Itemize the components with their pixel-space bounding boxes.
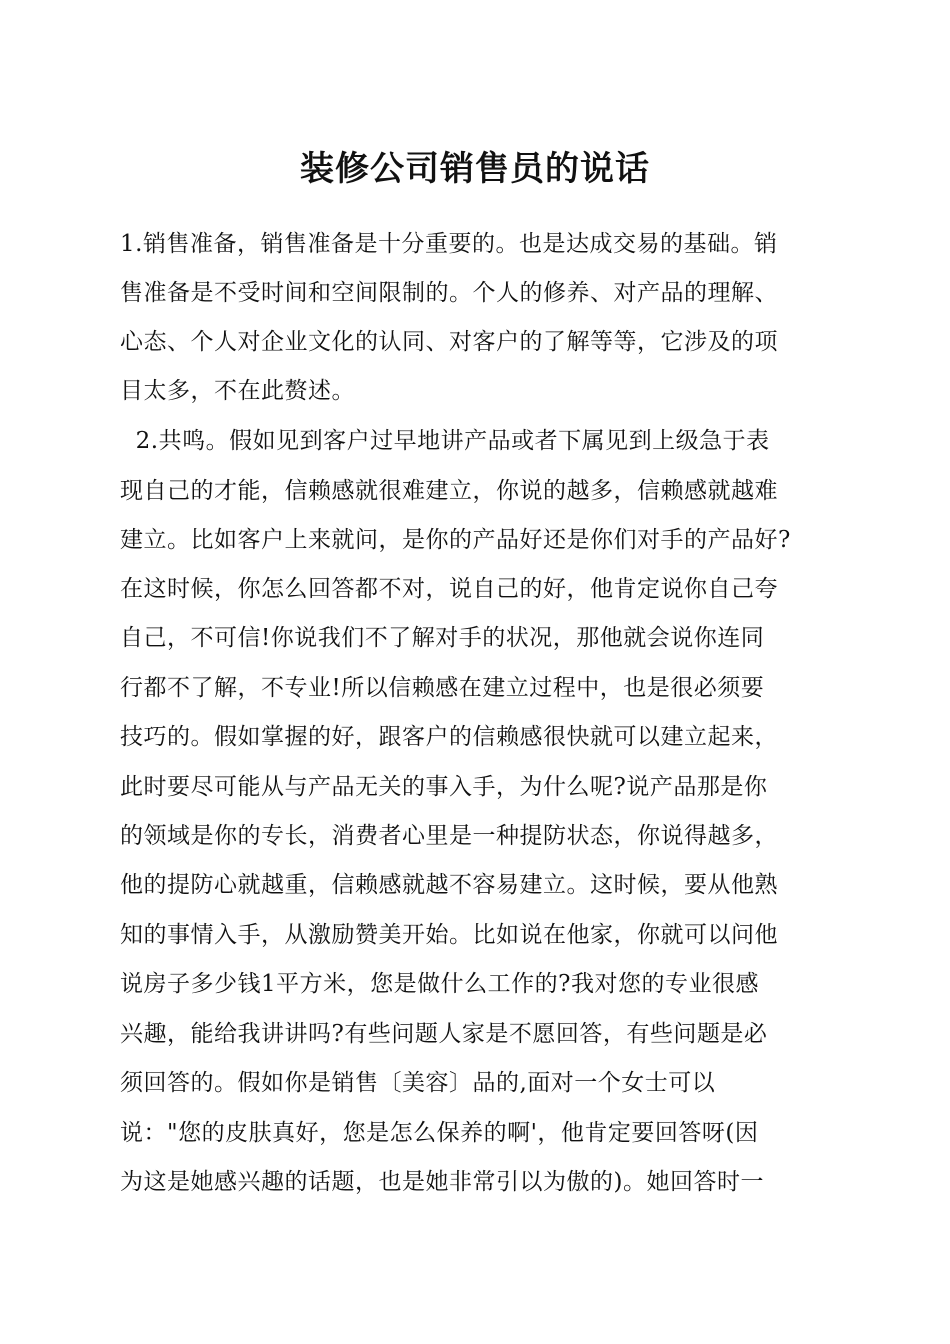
body-line: 在这时候，你怎么回答都不对，说自己的好，他肯定说你自己夸 [120,576,778,602]
body-line: 知的事情入手，从激励赞美开始。比如说在他家，你就可以问他 [120,922,778,948]
body-line: 为这是她感兴趣的话题，也是她非常引以为傲的)。她回答时一 [120,1169,764,1195]
body-line: 现自己的才能，信赖感就很难建立，你说的越多，信赖感就越难 [120,478,778,504]
body-line: 自己，不可信!你说我们不了解对手的状况，那他就会说你连同 [120,625,765,651]
body-line: 心态、个人对企业文化的认同、对客户的了解等等，它涉及的项 [120,329,778,355]
body-line: 说房子多少钱1平方米，您是做什么工作的?我对您的专业很感 [120,971,759,997]
body-line: 行都不了解，不专业!所以信赖感在建立过程中，也是很必须要 [120,675,765,701]
body-line: 目太多，不在此赘述。 [120,378,355,404]
body-line: 此时要尽可能从与产品无关的事入手，为什么呢?说产品那是你 [120,774,768,800]
body-line: 说："您的皮肤真好，您是怎么保养的啊'，他肯定要回答呀(因 [120,1120,759,1146]
body-line: 售准备是不受时间和空间限制的。个人的修养、对产品的理解、 [120,280,778,306]
body-line: 的领域是你的专长，消费者心里是一种提防状态，你说得越多， [120,823,778,849]
body-line: 须回答的。假如你是销售〔美容〕品的,面对一个女士可以 [120,1070,716,1096]
body-line: 1.销售准备，销售准备是十分重要的。也是达成交易的基础。销 [120,231,778,257]
body-line: 兴趣，能给我讲讲吗?有些问题人家是不愿回答，有些问题是必 [120,1021,768,1047]
body-line: 建立。比如客户上来就问，是你的产品好还是你们对手的产品好? [120,527,791,553]
body-line: 技巧的。假如掌握的好，跟客户的信赖感很快就可以建立起来， [120,724,778,750]
body-line: 2.共鸣。假如见到客户过早地讲产品或者下属见到上级急于表 [120,428,770,454]
body-line: 他的提防心就越重，信赖感就越不容易建立。这时候，要从他熟 [120,872,778,898]
document-title: 装修公司销售员的说话 [300,149,650,189]
